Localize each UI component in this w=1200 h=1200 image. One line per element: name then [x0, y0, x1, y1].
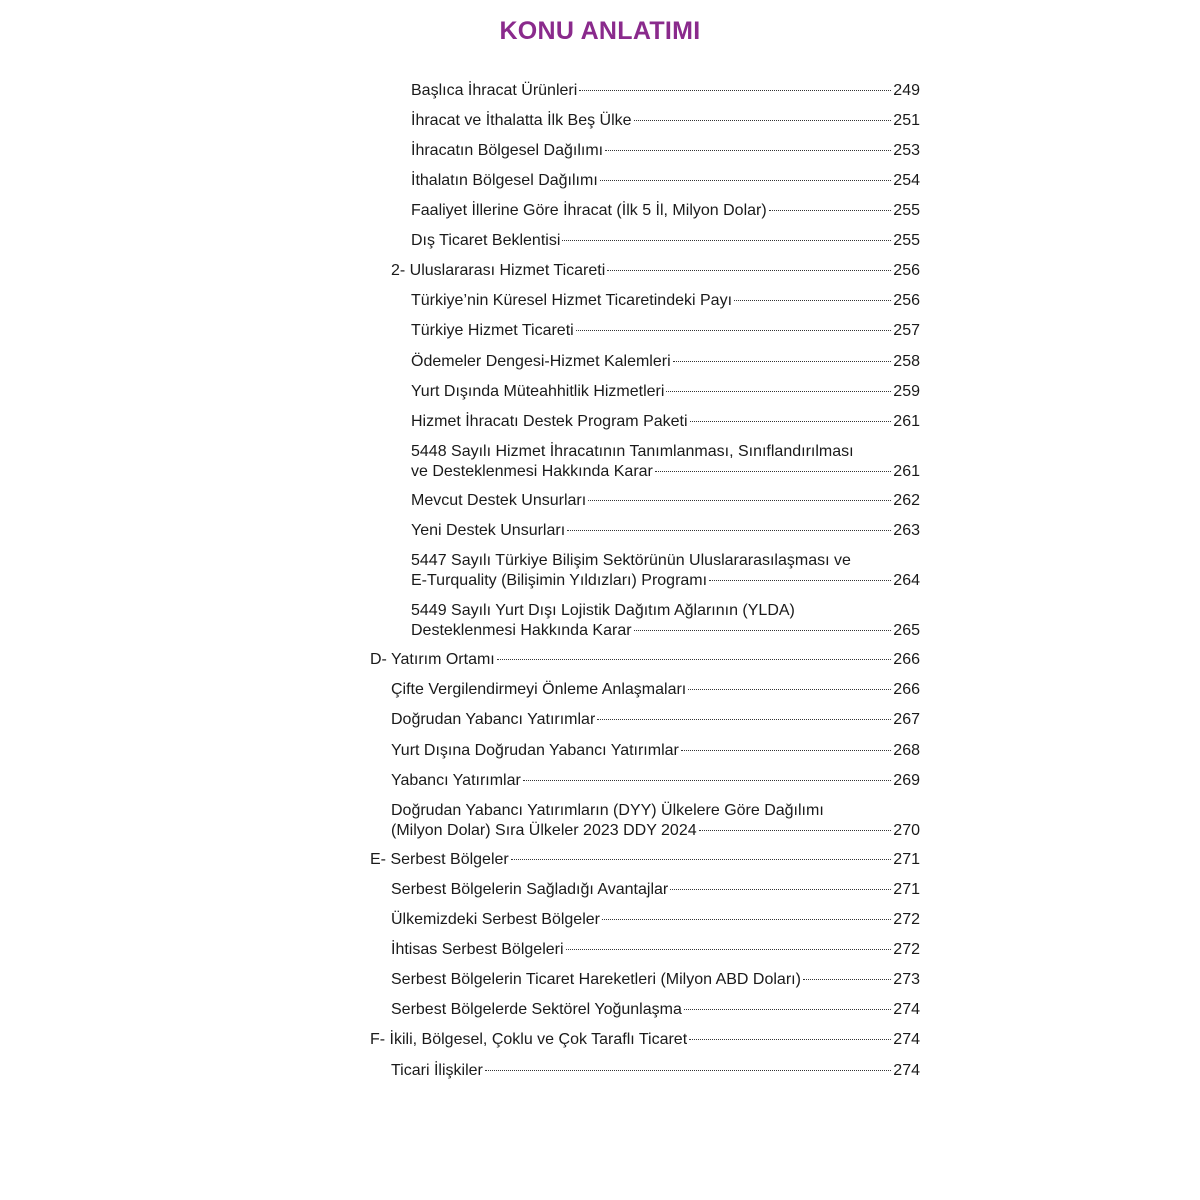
toc-page-number: 267 [893, 711, 920, 729]
toc-entry-row [391, 821, 920, 841]
toc-entry[interactable] [391, 771, 920, 791]
toc-entry-title: Serbest Bölgelerin Ticaret Hareketleri (Milyon ABD Doları) [391, 971, 801, 989]
toc-entry-title: Türkiye Hizmet Ticareti [411, 322, 574, 340]
dot-leader [634, 120, 892, 121]
toc-page-number: 258 [893, 352, 920, 370]
toc-entry-row [391, 880, 920, 900]
toc-entry-title: Faaliyet İllerine Göre İhracat (İlk 5 İl, Milyon Dolar) [411, 202, 767, 220]
toc-entry-title: E- Serbest Bölgeler [370, 851, 509, 869]
dot-leader [690, 421, 892, 422]
toc-entry[interactable] [411, 521, 920, 541]
toc-entry-row [411, 491, 920, 511]
dot-leader [666, 391, 891, 392]
toc-entry-title: Yurt Dışına Doğrudan Yabancı Yatırımlar [391, 741, 679, 759]
toc-entry-row [411, 201, 920, 221]
toc-entry[interactable] [411, 601, 920, 641]
toc-entry-title: Yurt Dışında Müteahhitlik Hizmetleri [411, 382, 665, 400]
toc-entry[interactable] [411, 231, 920, 251]
toc-entry-row [411, 382, 920, 402]
toc-entry[interactable] [411, 442, 920, 482]
toc-entry-title: E-Turquality (Bilişimin Yıldızları) Programı [411, 572, 708, 590]
toc-page-number: 274 [893, 1001, 920, 1019]
dot-leader [734, 300, 891, 301]
dot-leader [709, 580, 891, 581]
toc-entry-row [391, 940, 920, 960]
toc-page-number: 251 [893, 112, 920, 129]
toc-entry[interactable] [411, 81, 920, 101]
dot-leader [497, 659, 892, 660]
dot-leader [605, 150, 891, 151]
toc-page-number: 271 [893, 851, 920, 869]
dot-leader [655, 471, 891, 472]
toc-entry-row [411, 352, 920, 372]
toc-page-number: 253 [893, 142, 920, 160]
toc-entry-row [411, 412, 920, 432]
toc-entry-title: Hizmet İhracatı Destek Program Paketi [411, 412, 688, 430]
toc-entry-title: Desteklenmesi Hakkında Karar [411, 621, 632, 639]
toc-entry-row [370, 850, 920, 870]
toc-entry-row [411, 521, 920, 541]
toc-entry-title: F- İkili, Bölgesel, Çoklu ve Çok Taraflı Ticaret [370, 1031, 688, 1049]
toc-entry-title: Yeni Destek Unsurları [411, 522, 566, 540]
toc-entry[interactable] [411, 321, 920, 341]
toc-entry-title: Başlıca İhracat Ürünleri [411, 82, 578, 99]
toc-entry-row [391, 1061, 920, 1081]
toc-page-number: 257 [893, 322, 920, 340]
toc-entry-row [411, 621, 920, 641]
toc-page-number: 256 [893, 292, 920, 310]
toc-entry-title: 2- Uluslararası Hizmet Ticareti [391, 262, 606, 280]
toc-entry-row [391, 771, 920, 791]
toc-entry-title: İhtisas Serbest Bölgeleri [391, 941, 564, 959]
toc-entry-row [411, 81, 920, 101]
toc-entry[interactable] [411, 352, 920, 372]
toc-page-number: 261 [893, 412, 920, 430]
toc-page-number: 256 [893, 262, 920, 280]
dot-leader [681, 750, 891, 751]
toc-entry-title-line: 5449 Sayılı Yurt Dışı Lojistik Dağıtım Ağlarının (YLDA) [411, 601, 795, 619]
toc-page-number: 268 [893, 741, 920, 759]
toc-entry[interactable] [411, 382, 920, 402]
toc-entry-row [411, 321, 920, 341]
toc-page-number: 274 [893, 1031, 920, 1049]
toc-entry-title: (Milyon Dolar) Sıra Ülkeler 2023 DDY 2024 [391, 821, 697, 839]
dot-leader [634, 630, 892, 631]
toc-entry[interactable] [411, 171, 920, 191]
toc-entry-row [370, 650, 920, 670]
toc-entry[interactable] [411, 291, 920, 311]
toc-page-number: 255 [893, 202, 920, 220]
dot-leader [523, 780, 891, 781]
toc-entry[interactable] [391, 741, 920, 761]
toc-entry-title: D- Yatırım Ortamı [370, 651, 495, 669]
toc-entry-title-line: 5448 Sayılı Hizmet İhracatının Tanımlanması, Sınıflandırılması [411, 442, 854, 460]
toc-page-number: 259 [893, 382, 920, 400]
toc-entry[interactable] [411, 141, 920, 161]
toc-entry-title: Ödemeler Dengesi-Hizmet Kalemleri [411, 352, 671, 370]
toc-entry-row [391, 261, 920, 281]
toc-entry[interactable] [391, 680, 920, 700]
toc-entry-title: İhracat ve İthalatta İlk Beş Ülke [411, 112, 632, 129]
dot-leader [567, 530, 891, 531]
dot-leader [576, 330, 892, 331]
dot-leader [588, 500, 891, 501]
toc-entry[interactable] [411, 201, 920, 221]
dot-leader [600, 180, 892, 181]
toc-entry-title: İthalatın Bölgesel Dağılımı [411, 172, 598, 190]
toc-page-number: 271 [893, 881, 920, 899]
toc-entry-title: Çifte Vergilendirmeyi Önleme Anlaşmaları [391, 681, 687, 699]
toc-page-number: 272 [893, 941, 920, 959]
dot-leader [684, 1009, 891, 1010]
toc-entry[interactable] [391, 261, 920, 281]
toc-entry-row [391, 710, 920, 730]
toc-page-number: 261 [893, 462, 920, 480]
toc-entry[interactable] [391, 1000, 920, 1020]
toc-entry-title: Ticari İlişkiler [391, 1061, 483, 1079]
toc-entry[interactable] [391, 910, 920, 930]
toc-entry[interactable] [391, 880, 920, 900]
toc-entry[interactable] [370, 650, 920, 670]
toc-entry[interactable] [411, 551, 920, 591]
toc-entry-row [391, 680, 920, 700]
toc-entry-row [391, 741, 920, 761]
toc-entry-title: Yabancı Yatırımlar [391, 771, 521, 789]
toc-entry-title-line: Doğrudan Yabancı Yatırımların (DYY) Ülkelere Göre Dağılımı [391, 801, 824, 819]
dot-leader [511, 859, 892, 860]
toc-page-number: 274 [893, 1061, 920, 1079]
toc-entry-title: Ülkemizdeki Serbest Bölgeler [391, 911, 600, 929]
toc-entry[interactable] [370, 1030, 920, 1050]
dot-leader [689, 1039, 891, 1040]
toc-page-number: 266 [893, 681, 920, 699]
toc-entry[interactable] [411, 412, 920, 432]
toc-entry-title: Serbest Bölgelerin Sağladığı Avantajlar [391, 881, 669, 899]
toc-page-number: 269 [893, 771, 920, 789]
toc-page-number: 273 [893, 971, 920, 989]
toc-entry[interactable] [411, 491, 920, 511]
toc-page-number: 254 [893, 172, 920, 190]
toc-entry[interactable] [411, 111, 920, 131]
dot-leader [579, 90, 891, 91]
toc-page-number: 255 [893, 232, 920, 250]
dot-leader [803, 979, 891, 980]
dot-leader [673, 361, 892, 362]
toc-page-number: 263 [893, 522, 920, 540]
toc-entry-row [411, 291, 920, 311]
dot-leader [597, 719, 891, 720]
toc-entry-title: Serbest Bölgelerde Sektörel Yoğunlaşma [391, 1001, 682, 1019]
toc-entry-title: Türkiye’nin Küresel Hizmet Ticaretindeki Payı [411, 292, 733, 310]
toc-page-number: 266 [893, 651, 920, 669]
dot-leader [566, 949, 892, 950]
toc-entry-row [411, 111, 920, 131]
toc-entry-row [391, 1000, 920, 1020]
toc-page-number: 265 [893, 621, 920, 639]
toc-entry-title: İhracatın Bölgesel Dağılımı [411, 142, 604, 160]
toc-entry-row [370, 1030, 920, 1050]
toc-entry-row [411, 231, 920, 251]
dot-leader [602, 919, 891, 920]
toc-entry[interactable] [391, 710, 920, 730]
dot-leader [670, 889, 891, 890]
toc-page-number: 249 [893, 82, 920, 99]
dot-leader [769, 210, 892, 211]
toc-entry-title: Doğrudan Yabancı Yatırımlar [391, 711, 596, 729]
toc-entry-title: Mevcut Destek Unsurları [411, 492, 587, 510]
toc-entry[interactable] [391, 801, 920, 841]
toc-entry-row [411, 171, 920, 191]
dot-leader [699, 830, 892, 831]
dot-leader [562, 240, 891, 241]
dot-leader [688, 689, 891, 690]
dot-leader [485, 1070, 891, 1071]
dot-leader [607, 270, 891, 271]
toc-entry-row [411, 571, 920, 591]
page-title: KONU ANLATIMI [499, 17, 701, 45]
toc-page-number: 262 [893, 492, 920, 510]
toc-entry-title: Dış Ticaret Beklentisi [411, 232, 561, 250]
toc-entry-row [411, 141, 920, 161]
toc-entry-row [391, 910, 920, 930]
toc-entry[interactable] [391, 1061, 920, 1081]
toc-page-number: 270 [893, 821, 920, 839]
toc-entry-row [411, 462, 920, 482]
toc-entry-title-line: 5447 Sayılı Türkiye Bilişim Sektörünün Uluslararasılaşması ve [411, 552, 851, 570]
toc-entry-title: ve Desteklenmesi Hakkında Karar [411, 462, 653, 480]
toc-entry[interactable] [391, 940, 920, 960]
toc-page-number: 272 [893, 911, 920, 929]
toc-page-number: 264 [893, 572, 920, 590]
toc-entry[interactable] [370, 850, 920, 870]
toc-entry[interactable] [391, 970, 920, 990]
toc-entry-row [391, 970, 920, 990]
